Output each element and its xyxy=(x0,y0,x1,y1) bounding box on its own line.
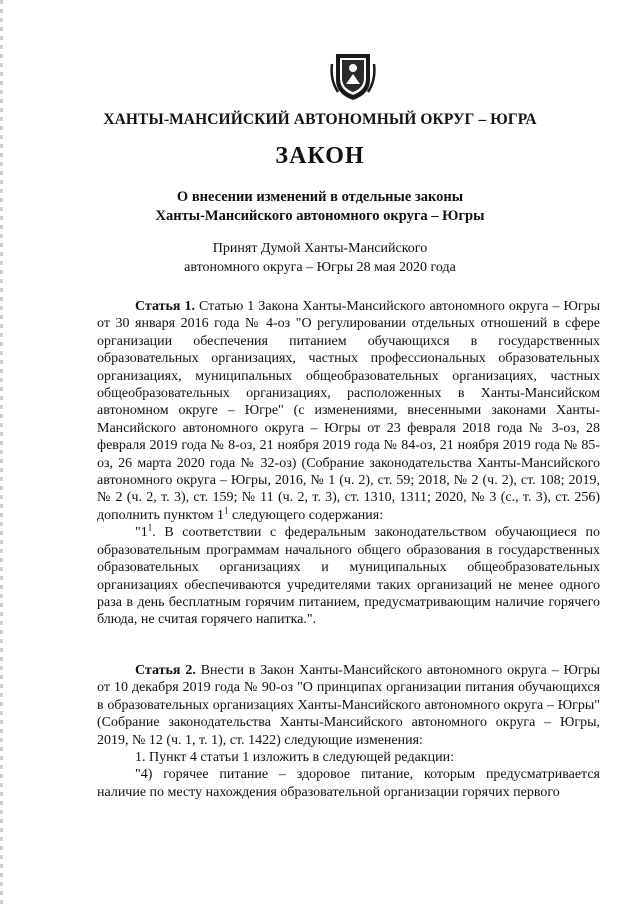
article-2-item-1-quote: "4) горячее питание – здоровое питание, которым предусматривается наличие по месту нахождения образовательной организации горячих первого xyxy=(97,767,600,800)
region-name: ХАНТЫ-МАНСИЙСКИЙ АВТОНОМНЫЙ ОКРУГ – ЮГРА xyxy=(103,111,537,128)
quote-superscript: 1 xyxy=(147,522,153,533)
article-2-item-1: 1. Пункт 4 статьи 1 изложить в следующей редакции: xyxy=(135,750,454,766)
article-2 xyxy=(97,662,600,801)
article-1-paragraph xyxy=(97,298,600,524)
article-2-paragraph xyxy=(97,662,600,749)
adoption-line-1: Принят Думой Ханты-Мансийского xyxy=(212,241,428,256)
document-type: ЗАКОН xyxy=(275,143,365,169)
article-1-text-end: следующего содержания: xyxy=(228,507,384,523)
scan-edge xyxy=(0,0,3,905)
law-title-line-2: Ханты-Мансийского автономного округа – Югры xyxy=(155,208,485,224)
adoption-line-2: автономного округа – Югры 28 мая 2020 года xyxy=(184,260,456,275)
coat-of-arms-graphic xyxy=(330,50,376,102)
article-2-text: Внести в Закон Ханты-Мансийского автономного округа – Югры от 10 декабря 2019 года № 90-оз "О принципах организации питания обучающихся в образовательных организациях Ханты-Мансийского автономного округа – Югры" (Собрание законодательства Ханты-Мансийского автономного округа – Югры, 2019, № 12 (ч. 1, т. 1), ст. 1422) следующие изменения: xyxy=(97,663,601,748)
article-1-text: Статью 1 Закона Ханты-Мансийского автономного округа – Югры от 30 января 2016 года № 4-оз "О регулировании отдельных отношений в сфере организации обеспечения питанием обучающихся в государственных образовательных организациях, частных профессиональных образовательных организациях, муниципальных общеобразовательных организациях, частных общеобразовательных организациях, расположенных в Ханты-Мансийском автономном округе – Югре" (с изменениями, внесенными законами Ханты-Мансийского автономного округа – Югры от 23 февраля 2018 года № 3-оз, 28 февраля 2019 года № 8-оз, 21 ноября 2019 года № 84-оз, 21 ноября 2019 года № 85-оз, 26 марта 2020 года № 32-оз) (Собрание законодательства Ханты-Мансийского автономного округа – Югры, 2016, № 1 (ч. 2), ст. 59; 2018, № 2 (ч. 2), ст. 108; 2019, № 2 (ч. 2, т. 3), ст. 159; № 11 (ч. 2, т. 3), ст. 1310, 1311; 2020, № 3 (с., т. 3), ст. 256) дополнить пунктом 1 xyxy=(97,299,601,523)
quote-number: "1 xyxy=(135,525,148,541)
law-title xyxy=(0,188,640,226)
quote-text: . В соответствии с федеральным законодательством обучающиеся по образовательным программам начального общего образования в государственных образовательных организациях и муниципальных общеобразовательных организациях обеспечиваются учредителями таких организаций не менее одного раза в день бесплатным горячим питанием, предусматривающим наличие горячего блюда, не считая горячего напитка.". xyxy=(97,525,600,628)
adoption-note xyxy=(0,239,640,277)
coat-of-arms-icon xyxy=(330,50,376,102)
article-1-quote xyxy=(97,524,600,628)
article-1-superscript: 1 xyxy=(224,505,229,516)
article-1-label: Статья 1. xyxy=(135,299,195,314)
law-title-line-1: О внесении изменений в отдельные законы xyxy=(176,189,464,205)
article-1 xyxy=(97,298,600,629)
article-2-label: Статья 2. xyxy=(135,663,196,678)
